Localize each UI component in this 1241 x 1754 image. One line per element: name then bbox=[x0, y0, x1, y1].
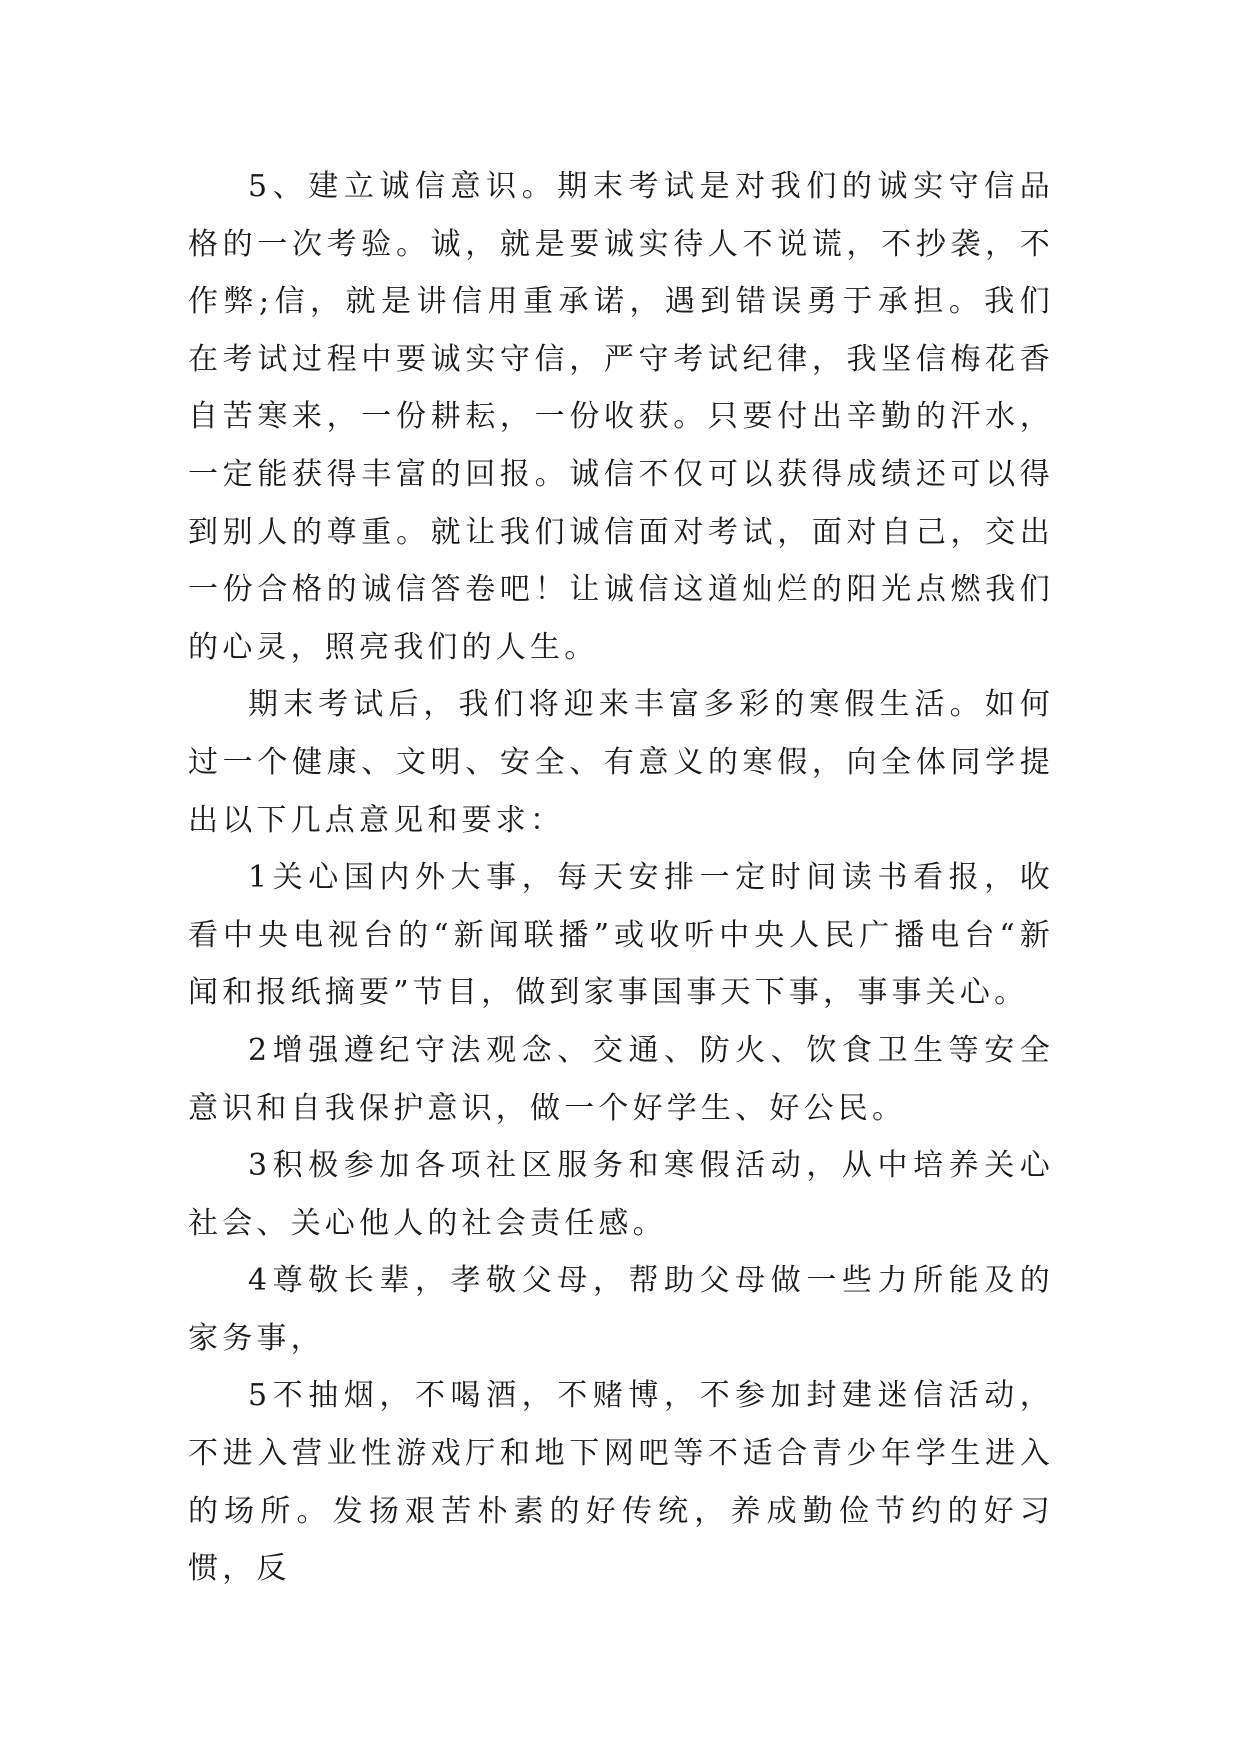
document-body bbox=[188, 158, 1054, 1598]
paragraph-item-2: 2增强遵纪守法观念、交通、防火、饮食卫生等安全意识和自我保护意识，做一个好学生、好公民。 bbox=[188, 1032, 1054, 1126]
paragraph-winter-break-intro: 期末考试后，我们将迎来丰富多彩的寒假生活。如何过一个健康、文明、安全、有意义的寒假，向全体同学提出以下几点意见和要求： bbox=[188, 687, 1054, 838]
paragraph-item-1: 1关心国内外大事，每天安排一定时间读书看报，收看中央电视台的“新闻联播”或收听中央人民广播电台“新闻和报纸摘要”节目，做到家事国事天下事，事事关心。 bbox=[188, 860, 1054, 1011]
paragraph-item-4: 4尊敬长辈，孝敬父母，帮助父母做一些力所能及的家务事， bbox=[188, 1263, 1054, 1356]
paragraph-item-3: 3积极参加各项社区服务和寒假活动，从中培养关心社会、关心他人的社会责任感。 bbox=[188, 1148, 1054, 1241]
paragraph-item-5: 5不抽烟，不喝酒，不赌博，不参加封建迷信活动，不进入营业性游戏厅和地下网吧等不适合青少年学生进入的场所。发扬艰苦朴素的好传统，养成勤俭节约的好习惯，反 bbox=[188, 1378, 1054, 1587]
paragraph-integrity: 5、建立诚信意识。期末考试是对我们的诚实守信品格的一次考验。诚，就是要诚实待人不说谎，不抄袭，不作弊;信，就是讲信用重承诺，遇到错误勇于承担。我们在考试过程中要诚实守信，严守考试纪律，我坚信梅花香自苦寒来，一份耕耘，一份收获。只要付出辛勤的汗水，一定能获得丰富的回报。诚信不仅可以获得成绩还可以得到别人的尊重。就让我们诚信面对考试，面对自己，交出一份合格的诚信答卷吧！让诚信这道灿烂的阳光点燃我们的心灵，照亮我们的人生。 bbox=[188, 169, 1054, 665]
